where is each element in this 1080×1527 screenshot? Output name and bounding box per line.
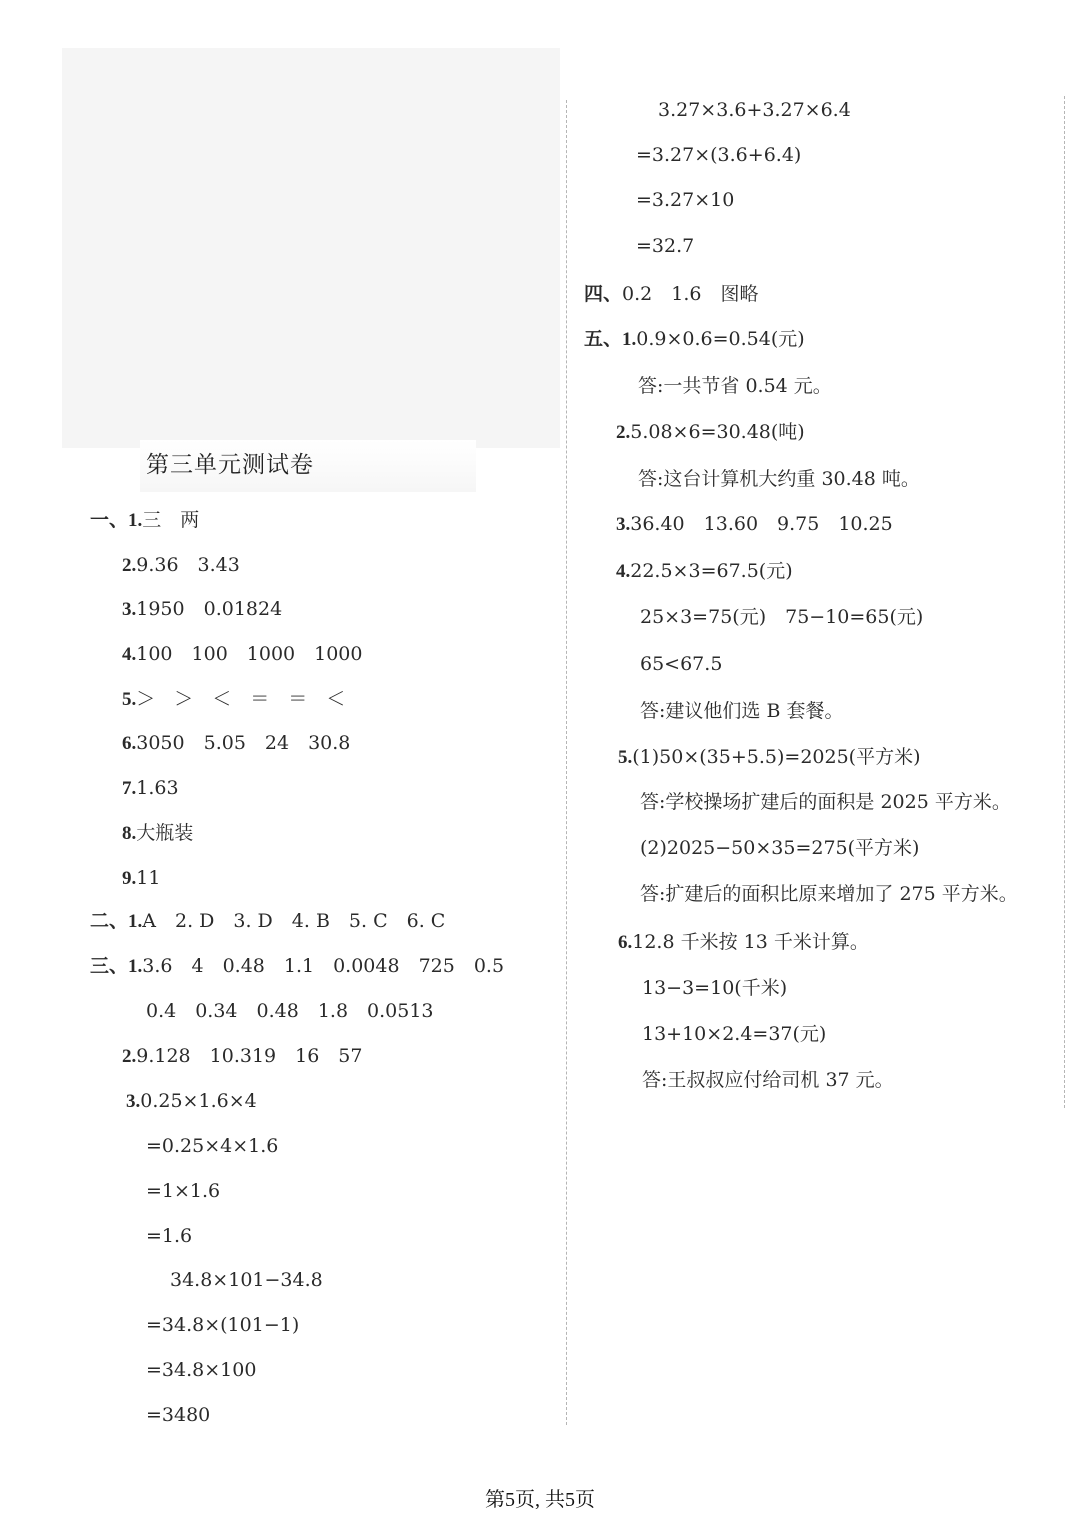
left-answer-line [122, 642, 363, 667]
question-number: 2. [122, 555, 137, 576]
answer-text: =0.25×4×1.6 [146, 1135, 279, 1157]
answer-text: 答:这台计算机大约重 30.48 吨。 [638, 468, 920, 490]
right-edge-line [1064, 96, 1065, 1108]
right-answer-line [616, 512, 893, 537]
answer-text: 5.08×6=30.48(吨) [630, 421, 805, 443]
answer-text: 答:建议他们选 B 套餐。 [640, 700, 844, 722]
right-answer-line [636, 143, 801, 167]
answer-text: 3050 5.05 24 30.8 [136, 732, 351, 754]
right-answer-line [658, 98, 851, 122]
left-answer-line [146, 1403, 210, 1427]
page-footer: 第5页, 共5页 [485, 1489, 595, 1511]
answer-text: 0.9×0.6=0.54(元) [636, 328, 805, 350]
left-answer-line [146, 1313, 299, 1337]
column-divider [566, 100, 567, 1425]
answer-text: 100 100 1000 1000 [136, 643, 363, 665]
answer-text: 大瓶装 [136, 822, 194, 844]
scan-shade [62, 48, 560, 448]
question-number: 7. [122, 778, 137, 799]
answer-text: ＞ ＞ ＜ ＝ ＝ ＜ [136, 688, 346, 710]
left-answer-line [122, 821, 193, 846]
question-number: 6. [618, 932, 633, 953]
answer-text: 34.8×101−34.8 [170, 1269, 323, 1291]
answer-text: 9.128 10.319 16 57 [136, 1045, 363, 1067]
right-answer-line [636, 188, 734, 212]
question-number: 一、1. [90, 510, 143, 531]
left-answer-line [146, 1224, 192, 1248]
question-number: 6. [122, 733, 137, 754]
right-answer-line [640, 699, 843, 723]
left-answer-line [122, 597, 282, 622]
question-number: 4. [122, 644, 137, 665]
left-answer-line [170, 1268, 323, 1292]
left-answer-line [122, 776, 179, 801]
answer-text: 22.5×3=67.5(元) [630, 560, 793, 582]
question-number: 三、1. [90, 956, 143, 977]
left-answer-line [90, 909, 445, 934]
right-answer-line [584, 327, 805, 352]
answer-text: 答:学校操场扩建后的面积是 2025 平方米。 [640, 791, 1011, 813]
answer-text: =34.8×100 [146, 1359, 257, 1381]
answer-text: =3.27×10 [636, 189, 735, 211]
answer-text: 0.4 0.34 0.48 1.8 0.0513 [146, 1000, 434, 1022]
question-number: 2. [122, 1046, 137, 1067]
right-answer-line [640, 790, 1011, 814]
answer-text: A 2. D 3. D 4. B 5. C 6. C [142, 910, 446, 932]
right-answer-line [638, 467, 920, 491]
answer-text: 1950 0.01824 [136, 598, 283, 620]
answer-text: 答:一共节省 0.54 元。 [638, 375, 832, 397]
left-answer-line [146, 999, 434, 1023]
answer-text: 1.63 [136, 777, 179, 799]
question-number: 3. [126, 1091, 141, 1112]
answer-text: 3.27×3.6+3.27×6.4 [658, 99, 851, 121]
right-answer-line [636, 234, 694, 258]
right-answer-line [642, 1068, 894, 1092]
answer-text: 答:扩建后的面积比原来增加了 275 平方米。 [640, 883, 1018, 905]
left-answer-line [146, 1134, 278, 1158]
answer-text: =1.6 [146, 1225, 193, 1247]
question-number: 五、1. [584, 329, 637, 350]
question-number: 二、1. [90, 911, 143, 932]
answer-text: 13+10×2.4=37(元) [642, 1023, 827, 1045]
question-number: 3. [616, 514, 631, 535]
answer-text: =34.8×(101−1) [146, 1314, 300, 1336]
question-number: 四、 [584, 284, 623, 305]
left-answer-line [146, 1358, 256, 1382]
right-answer-line [616, 420, 805, 445]
right-answer-line [616, 559, 793, 584]
answer-text: 12.8 千米按 13 千米计算。 [632, 931, 869, 953]
answer-text: 25×3=75(元) 75−10=65(元) [640, 606, 924, 628]
right-answer-line [642, 976, 787, 1000]
answer-text: 三 两 [142, 509, 200, 531]
right-answer-line [618, 745, 921, 770]
left-answer-line [90, 954, 504, 979]
left-answer-line [122, 1044, 362, 1069]
left-answer-line [126, 1089, 257, 1114]
answer-text: =3.27×(3.6+6.4) [636, 144, 802, 166]
answer-text: =1×1.6 [146, 1180, 221, 1202]
answer-text: 9.36 3.43 [136, 554, 240, 576]
answer-text: 答:王叔叔应付给司机 37 元。 [642, 1069, 894, 1091]
question-number: 5. [618, 747, 633, 768]
right-answer-line [640, 652, 722, 676]
right-answer-line [584, 282, 758, 307]
answer-text: =32.7 [636, 235, 695, 257]
answer-text: 65<67.5 [640, 653, 723, 675]
answer-text: =3480 [146, 1404, 211, 1426]
question-number: 3. [122, 599, 137, 620]
right-answer-line [640, 882, 1018, 906]
question-number: 5. [122, 689, 137, 710]
left-answer-line [122, 731, 350, 756]
answer-text: (1)50×(35+5.5)=2025(平方米) [632, 746, 921, 768]
left-answer-line [122, 687, 345, 712]
answer-text: (2)2025−50×35=275(平方米) [640, 837, 920, 859]
question-number: 9. [122, 868, 137, 889]
left-answer-line [146, 1179, 220, 1203]
left-answer-line [122, 866, 160, 891]
left-answer-line [122, 553, 240, 578]
right-answer-line [638, 374, 832, 398]
answer-text: 0.2 1.6 图略 [622, 283, 759, 305]
right-answer-line [642, 1022, 826, 1046]
question-number: 2. [616, 422, 631, 443]
section-title: 第三单元测试卷 [146, 452, 314, 478]
right-answer-line [640, 605, 923, 629]
answer-text: 36.40 13.60 9.75 10.25 [630, 513, 893, 535]
question-number: 8. [122, 823, 137, 844]
question-number: 4. [616, 561, 631, 582]
answer-text: 13−3=10(千米) [642, 977, 788, 999]
answer-text: 3.6 4 0.48 1.1 0.0048 725 0.5 [142, 955, 505, 977]
right-answer-line [618, 930, 869, 955]
left-answer-line [90, 508, 199, 533]
answer-text: 11 [136, 867, 161, 889]
answer-text: 0.25×1.6×4 [140, 1090, 257, 1112]
right-answer-line [640, 836, 919, 860]
